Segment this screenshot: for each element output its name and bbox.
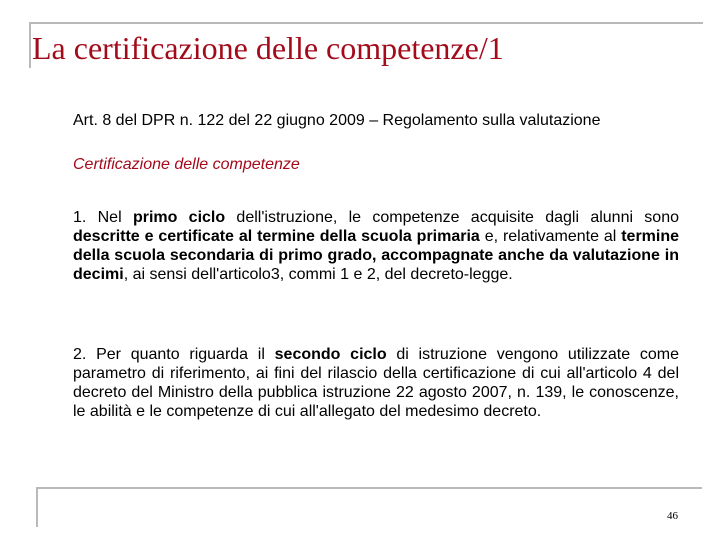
footer-divider-vertical xyxy=(36,487,38,527)
slide-title: La certificazione delle competenze/1 xyxy=(32,30,504,66)
paragraph-emphasis: termine della scuola secondaria di primo grado, accompagnate anche da valutazione in decimi xyxy=(73,228,680,283)
paragraph-emphasis: descritte e certificate al termine della scuola primaria xyxy=(73,228,480,245)
section-heading: Certificazione delle competenze xyxy=(73,156,300,173)
paragraph-emphasis: primo ciclo xyxy=(132,209,226,226)
paragraph-text: e, relativamente al xyxy=(479,228,622,245)
paragraph-primo-ciclo xyxy=(73,208,679,284)
paragraph-secondo-ciclo xyxy=(73,345,679,421)
paragraph-text: di istruzione vengono utilizzate come parametro di riferimento, ai fini del rilascio della certificazione di cui all'articolo 4 del decreto del Ministro della pubblica istruzione 22 agosto 2007, n. 139, le conoscenze, le abilità e le competenze di cui all'allegato del medesimo decreto. xyxy=(73,346,679,420)
paragraph-emphasis: secondo ciclo xyxy=(274,346,387,363)
paragraph-text: 2. Per quanto riguarda il xyxy=(73,346,275,363)
paragraph-text: , ai sensi dell'articolo3, commi 1 e 2, del decreto-legge. xyxy=(123,266,513,283)
footer-divider xyxy=(36,487,702,489)
paragraph-text: 1. Nel xyxy=(73,209,133,226)
page-number: 46 xyxy=(667,510,678,522)
slide-subtitle: Art. 8 del DPR n. 122 del 22 giugno 2009 – Regolamento sulla valutazione xyxy=(73,112,601,129)
paragraph-text: dell'istruzione, le competenze acquisite dagli alunni sono xyxy=(225,209,680,226)
